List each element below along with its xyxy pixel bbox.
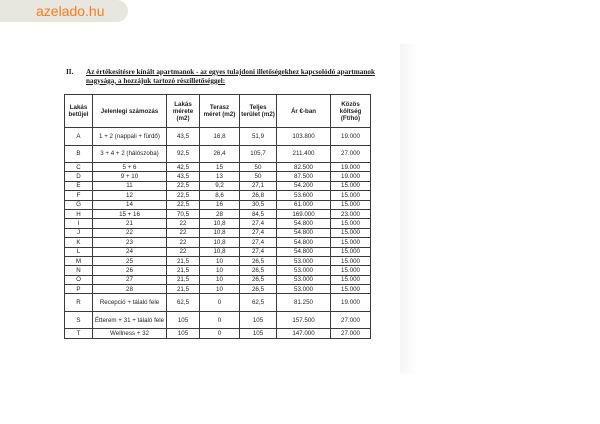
section-number: II. xyxy=(66,68,74,76)
table-cell: 15.000 xyxy=(331,275,371,284)
table-row xyxy=(65,209,371,218)
table-row xyxy=(65,145,371,163)
table-cell: 22,5 xyxy=(167,200,200,209)
table-cell: 12 xyxy=(93,191,167,200)
table-cell: 22 xyxy=(167,219,200,228)
table-cell: 53.000 xyxy=(277,256,331,265)
table-cell: 105,7 xyxy=(240,145,277,163)
header-cell: Teljes terület (m2) xyxy=(240,95,277,128)
table-cell: 62,5 xyxy=(167,294,200,312)
table-row xyxy=(65,238,371,247)
table-row xyxy=(65,219,371,228)
table-cell: 15.000 xyxy=(331,266,371,275)
table-cell: 15.000 xyxy=(331,219,371,228)
table-cell: 19.000 xyxy=(331,294,371,312)
table-cell: 22 xyxy=(167,247,200,256)
table-row xyxy=(65,311,371,329)
table-cell: 24 xyxy=(93,247,167,256)
table-cell: 54.800 xyxy=(277,247,331,256)
table-cell: 22 xyxy=(167,228,200,237)
table-cell: 61.000 xyxy=(277,200,331,209)
table-cell: 26,5 xyxy=(240,256,277,265)
table-cell: 157.500 xyxy=(277,311,331,329)
section-title: Az értékesítésre kínált apartmanok - az egyes tulajdoni illetőségekhez kapcsolódó apartmanok nagysága, a hozzájuk tartozó részilletőséggel: xyxy=(86,68,375,85)
site-watermark: azelado.hu xyxy=(0,0,128,22)
table-cell: L xyxy=(65,247,93,256)
table-row xyxy=(65,275,371,284)
table-cell: 21 xyxy=(93,219,167,228)
table-cell: 84,5 xyxy=(240,209,277,218)
table-cell: 15.000 xyxy=(331,247,371,256)
table-cell: Wellness + 32 xyxy=(93,329,167,338)
table-cell: 10,8 xyxy=(200,228,240,237)
table-cell: 15.000 xyxy=(331,285,371,294)
table-cell: 21,5 xyxy=(167,266,200,275)
table-cell: 26 xyxy=(93,266,167,275)
table-cell: 54.800 xyxy=(277,219,331,228)
table-cell: 22,5 xyxy=(167,181,200,190)
table-cell: 10 xyxy=(200,256,240,265)
apartment-table xyxy=(64,94,371,339)
table-cell: 22 xyxy=(167,238,200,247)
table-cell: N xyxy=(65,266,93,275)
table-cell: 51,9 xyxy=(240,128,277,146)
header-cell: Lakás mérete (m2) xyxy=(167,95,200,128)
table-cell: 1 + 2 (nappali + fürdő) xyxy=(93,128,167,146)
table-cell: 5 + 6 xyxy=(93,163,167,172)
table-cell: 211.400 xyxy=(277,145,331,163)
table-cell: 10 xyxy=(200,285,240,294)
table-cell: 15 xyxy=(200,163,240,172)
table-cell: 27.000 xyxy=(331,311,371,329)
table-row xyxy=(65,191,371,200)
table-cell: 105 xyxy=(167,311,200,329)
table-row xyxy=(65,128,371,146)
table-cell: 53.000 xyxy=(277,275,331,284)
table-cell: 27.000 xyxy=(331,145,371,163)
table-cell: 21,5 xyxy=(167,256,200,265)
table-cell: 13 xyxy=(200,172,240,181)
table-cell: 28 xyxy=(200,209,240,218)
table-cell: 16 xyxy=(200,200,240,209)
table-cell: 15 + 16 xyxy=(93,209,167,218)
table-cell: 15.000 xyxy=(331,181,371,190)
table-row xyxy=(65,200,371,209)
table-cell: 147.000 xyxy=(277,329,331,338)
table-cell: 10,8 xyxy=(200,219,240,228)
table-cell: 19.000 xyxy=(331,128,371,146)
table-cell: G xyxy=(65,200,93,209)
table-cell: 103.800 xyxy=(277,128,331,146)
table-cell: 30,5 xyxy=(240,200,277,209)
table-cell: Étterem + 31 + tálaló fele xyxy=(93,311,167,329)
header-cell: Közös költség (Ft/hó) xyxy=(331,95,371,128)
table-row xyxy=(65,266,371,275)
table-cell: 43,5 xyxy=(167,128,200,146)
table-row xyxy=(65,172,371,181)
header-cell: Terasz méret (m2) xyxy=(200,95,240,128)
table-cell: 26,5 xyxy=(240,285,277,294)
table-cell: 0 xyxy=(200,329,240,338)
table-cell: B xyxy=(65,145,93,163)
table-row xyxy=(65,163,371,172)
table-cell: 53.000 xyxy=(277,285,331,294)
page-edge-shadow xyxy=(400,43,418,374)
table-cell: 23.000 xyxy=(331,209,371,218)
header-cell: Lakás betűjel xyxy=(65,95,93,128)
table-row xyxy=(65,285,371,294)
table-cell: 92,5 xyxy=(167,145,200,163)
table-cell: M xyxy=(65,256,93,265)
table-cell: 105 xyxy=(240,329,277,338)
table-cell: 11 xyxy=(93,181,167,190)
table-cell: 50 xyxy=(240,163,277,172)
header-cell: Ár €-ban xyxy=(277,95,331,128)
table-cell: 16,8 xyxy=(200,128,240,146)
table-header-row xyxy=(65,95,371,128)
table-cell: 26,4 xyxy=(200,145,240,163)
table-cell: 70,5 xyxy=(167,209,200,218)
table-cell: 42,5 xyxy=(167,163,200,172)
table-cell: D xyxy=(65,172,93,181)
table-cell: 28 xyxy=(93,285,167,294)
table-cell: Recepció + tálaló fele xyxy=(93,294,167,312)
table-cell: A xyxy=(65,128,93,146)
table-cell: P xyxy=(65,285,93,294)
table-cell: 27,1 xyxy=(240,181,277,190)
table-cell: 0 xyxy=(200,294,240,312)
table-cell: 26,5 xyxy=(240,275,277,284)
table-cell: J xyxy=(65,228,93,237)
table-cell: 9,2 xyxy=(200,181,240,190)
table-cell: S xyxy=(65,311,93,329)
table-cell: 82.500 xyxy=(277,163,331,172)
table-cell: 87.500 xyxy=(277,172,331,181)
table-cell: C xyxy=(65,163,93,172)
table-cell: 9 + 10 xyxy=(93,172,167,181)
table-cell: 23 xyxy=(93,238,167,247)
table-cell: 27,4 xyxy=(240,247,277,256)
table-cell: 10,8 xyxy=(200,247,240,256)
table-cell: 14 xyxy=(93,200,167,209)
table-cell: 27.000 xyxy=(331,329,371,338)
table-cell: 54.800 xyxy=(277,238,331,247)
table-cell: 26,8 xyxy=(240,191,277,200)
table-cell: 21,5 xyxy=(167,275,200,284)
table-cell: 25 xyxy=(93,256,167,265)
table-cell: E xyxy=(65,181,93,190)
table-cell: T xyxy=(65,329,93,338)
table-cell: 169.000 xyxy=(277,209,331,218)
table-cell: 105 xyxy=(167,329,200,338)
table-body xyxy=(65,128,371,339)
table-cell: 81.250 xyxy=(277,294,331,312)
table-cell: F xyxy=(65,191,93,200)
table-cell: 15.000 xyxy=(331,256,371,265)
table-cell: 27,4 xyxy=(240,228,277,237)
table-cell: H xyxy=(65,209,93,218)
table-cell: 50 xyxy=(240,172,277,181)
table-cell: 10,8 xyxy=(200,238,240,247)
table-cell: 27,4 xyxy=(240,238,277,247)
table-cell: I xyxy=(65,219,93,228)
table-cell: 15.000 xyxy=(331,228,371,237)
table-row xyxy=(65,329,371,338)
table-cell: 21,5 xyxy=(167,285,200,294)
table-cell: 53.000 xyxy=(277,266,331,275)
table-cell: 22,5 xyxy=(167,191,200,200)
table-cell: 19.000 xyxy=(331,172,371,181)
table-row xyxy=(65,247,371,256)
table-row xyxy=(65,181,371,190)
table-cell: 8,6 xyxy=(200,191,240,200)
table-row xyxy=(65,294,371,312)
table-cell: 43,5 xyxy=(167,172,200,181)
table-cell: R xyxy=(65,294,93,312)
table-cell: 3 + 4 + 2 (hálószoba) xyxy=(93,145,167,163)
table-cell: 19.000 xyxy=(331,163,371,172)
table-cell: 54.200 xyxy=(277,181,331,190)
table-cell: 27,4 xyxy=(240,219,277,228)
table-cell: 53.600 xyxy=(277,191,331,200)
table-cell: 22 xyxy=(93,228,167,237)
table-cell: 15.000 xyxy=(331,200,371,209)
table-cell: 15.000 xyxy=(331,191,371,200)
table-cell: 10 xyxy=(200,275,240,284)
table-cell: O xyxy=(65,275,93,284)
header-cell: Jelenlegi számozás xyxy=(93,95,167,128)
table-cell: 27 xyxy=(93,275,167,284)
table-cell: K xyxy=(65,238,93,247)
table-row xyxy=(65,256,371,265)
table-cell: 10 xyxy=(200,266,240,275)
table-row xyxy=(65,228,371,237)
table-cell: 54.800 xyxy=(277,228,331,237)
table-cell: 62,5 xyxy=(240,294,277,312)
table-cell: 105 xyxy=(240,311,277,329)
table-cell: 0 xyxy=(200,311,240,329)
table-cell: 26,5 xyxy=(240,266,277,275)
table-cell: 15.000 xyxy=(331,238,371,247)
